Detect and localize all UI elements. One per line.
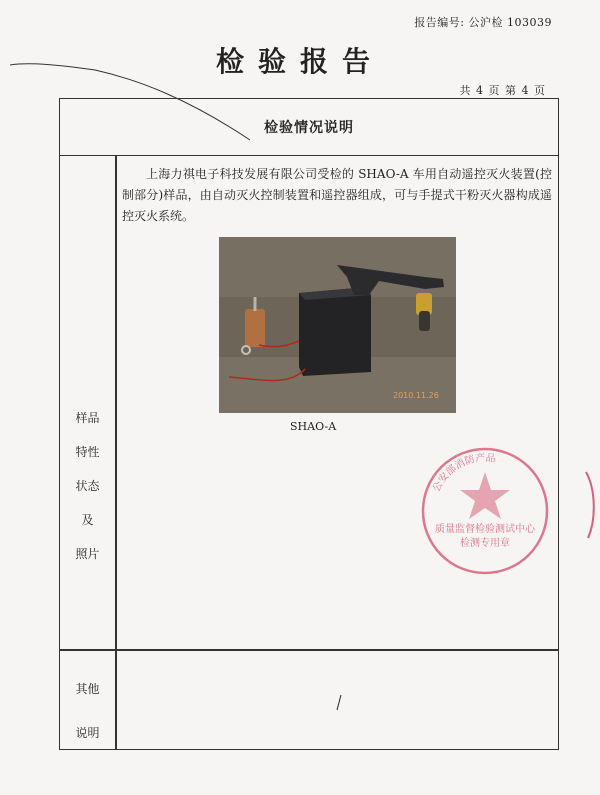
sample-label-line: 特性 — [75, 445, 100, 459]
other-label — [60, 667, 115, 755]
other-label-line: 说明 — [75, 726, 100, 740]
sample-photo — [219, 237, 456, 413]
column-divider — [115, 155, 117, 749]
sample-label — [60, 401, 115, 571]
sample-label-line: 状态 — [75, 479, 100, 493]
photo-caption: SHAO-A — [290, 420, 337, 433]
sample-label-line: 及 — [81, 513, 94, 527]
sample-label-line: 照片 — [75, 547, 100, 561]
report-number: 报告编号: 公沪检 103039 — [414, 16, 552, 29]
sample-description: 上海力祺电子科技发展有限公司受检的 SHAO-A 车用自动遥控灭火装置(控制部分)样品，由自动灭火控制装置和遥控器组成，可与手提式干粉灭火器构成遥控灭火系统。 — [122, 167, 552, 223]
report-table — [59, 98, 559, 750]
sample-label-line: 样品 — [75, 411, 100, 425]
stamp-ring-text: 公安部消防产品 — [431, 452, 497, 494]
page-info: 共 4 页 第 4 页 — [459, 84, 546, 97]
stamp-line: 质量监督检验测试中心 — [435, 524, 535, 535]
section-title: 检验情况说明 — [60, 99, 558, 156]
stamp-line: 检测专用章 — [460, 538, 510, 549]
stamp-edge-mark — [584, 470, 598, 540]
inspection-stamp — [418, 444, 552, 578]
pen-tick — [334, 694, 344, 712]
photo-date: 2010.11.26 — [393, 391, 439, 400]
document-title: 检验报告 — [215, 45, 384, 78]
other-label-line: 其他 — [75, 682, 100, 696]
row-divider — [60, 649, 558, 651]
